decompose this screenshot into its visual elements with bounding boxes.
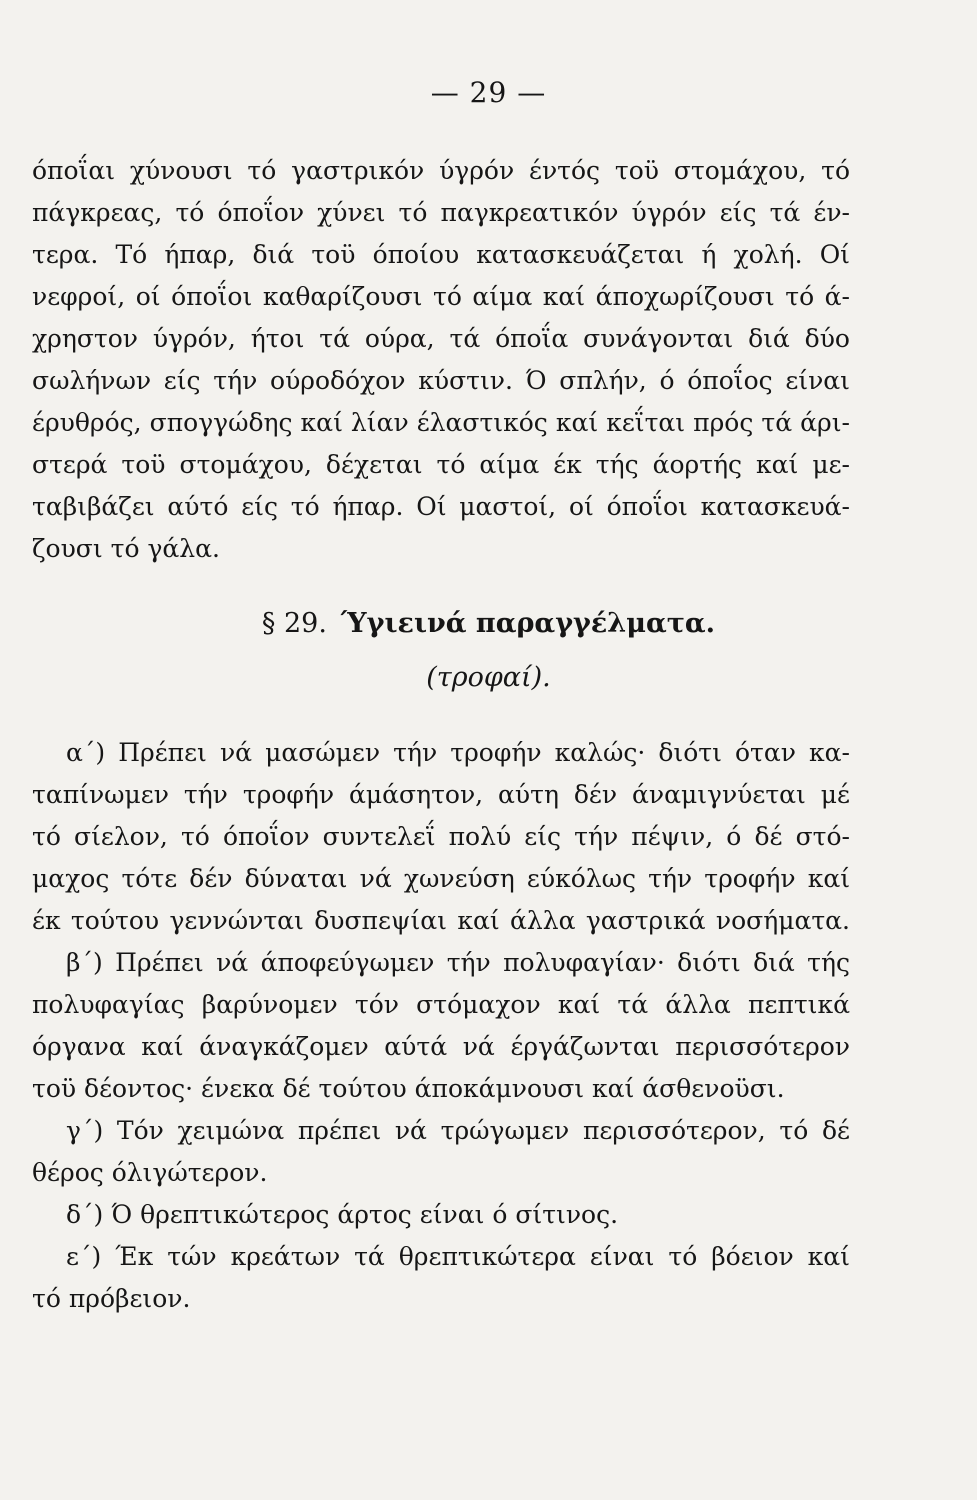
text-line: στερά τοϋ στομάχου, δέχεται τό αίμα έκ τής άορτής καί με- xyxy=(32,450,850,479)
section-number: § 29. xyxy=(261,608,327,639)
text-line: πάγκρεας, τό όποΐον χύνει τό παγκρεατικόν ύγρόν είς τά έν- xyxy=(32,198,850,227)
text-line: χρηστον ύγρόν, ήτοι τά ούρα, τά όποΐα συνάγονται διά δύο xyxy=(32,324,850,353)
page-number: — 29 — xyxy=(430,76,547,109)
rule-line: μαχος τότε δέν δύναται νά χωνεύση εύκόλως τήν τροφήν καί xyxy=(32,864,850,893)
text-line: έρυθρός, σπογγώδης καί λίαν έλαστικός καί κεΐται πρός τά άρι- xyxy=(32,408,850,437)
rule-line: πολυφαγίας βαρύνομεν τόν στόμαχον καί τά άλλα πεπτικά xyxy=(32,990,850,1019)
section-heading xyxy=(0,608,977,639)
rule-line: α΄) Πρέπει νά μασώμεν τήν τροφήν καλώς· διότι όταν κα- xyxy=(66,738,850,767)
rule-line: δ΄) Ό θρεπτικώτερος άρτος είναι ό σίτινος. xyxy=(66,1200,619,1229)
text-line: σωλήνων είς τήν ούροδόχον κύστιν. Ό σπλήν, ό όποΐος είναι xyxy=(32,366,850,395)
text-line: νεφροί, οί όποΐοι καθαρίζουσι τό αίμα καί άποχωρίζουσι τό ά- xyxy=(32,282,850,311)
hygiene-rules-paragraph xyxy=(32,732,850,1320)
rule-line: όργανα καί άναγκάζομεν αύτά νά έργάζωνται περισσότερον xyxy=(32,1032,850,1061)
rule-line: τό σίελον, τό όποΐον συντελεΐ πολύ είς τήν πέψιν, ό δέ στό- xyxy=(32,822,850,851)
anatomy-paragraph xyxy=(32,150,850,570)
text-line: τερα. Τό ήπαρ, διά τοϋ όποίου κατασκευάζεται ή χολή. Οί xyxy=(32,240,850,269)
rule-line: ταπίνωμεν τήν τροφήν άμάσητον, αύτη δέν άναμιγνύεται μέ xyxy=(32,780,850,809)
rule-line: τό πρόβειον. xyxy=(32,1284,191,1313)
text-line: όποΐαι χύνουσι τό γαστρικόν ύγρόν έντός τοϋ στομάχου, τό xyxy=(32,156,850,185)
text-line: ταβιβάζει αύτό είς τό ήπαρ. Οί μαστοί, οί όποΐοι κατασκευά- xyxy=(32,492,850,521)
rule-line: γ΄) Τόν χειμώνα πρέπει νά τρώγωμεν περισσότερον, τό δέ xyxy=(66,1116,850,1145)
rule-line: β΄) Πρέπει νά άποφεύγωμεν τήν πολυφαγίαν· διότι διά τής xyxy=(66,948,850,977)
section-title: Ύγιεινά παραγγέλματα. xyxy=(340,608,716,639)
section-subtitle: (τροφαί). xyxy=(426,662,551,693)
rule-line: ε΄) Έκ τών κρεάτων τά θρεπτικώτερα είναι τό βόειον καί xyxy=(66,1242,850,1271)
text-line: ζουσι τό γάλα. xyxy=(32,534,220,563)
rule-line: τοϋ δέοντος· ένεκα δέ τούτου άποκάμνουσι καί άσθενοϋσι. xyxy=(32,1074,785,1103)
rule-line: έκ τούτου γεννώνται δυσπεψίαι καί άλλα γαστρικά νοσήματα. xyxy=(32,906,850,935)
rule-line: θέρος όλιγώτερον. xyxy=(32,1158,268,1187)
